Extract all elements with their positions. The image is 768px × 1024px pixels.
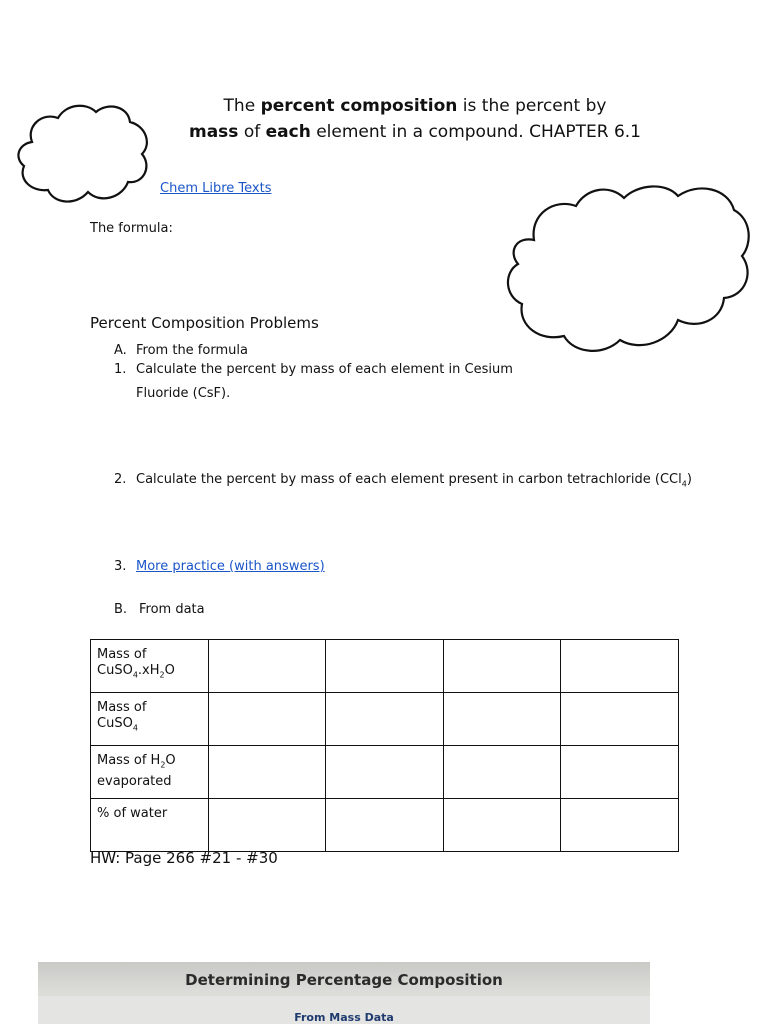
table-cell[interactable] — [561, 746, 679, 799]
cell-text: Mass of — [97, 647, 147, 662]
subscript: 4 — [132, 723, 138, 733]
title-bold: percent composition — [260, 96, 458, 116]
problem-2 — [114, 471, 734, 494]
section-b-text: From data — [139, 602, 205, 617]
table-cell[interactable] — [326, 746, 444, 799]
table-row — [91, 799, 679, 852]
table-cell[interactable] — [326, 640, 444, 693]
cell-text: % of water — [97, 806, 168, 821]
cell-text: Mass of H — [97, 753, 161, 768]
cell-text: O — [165, 753, 176, 768]
list-marker: A. — [114, 343, 127, 358]
problem-1-line1: Calculate the percent by mass of each element in Cesium — [136, 362, 513, 377]
list-marker: 3. — [114, 559, 127, 574]
cell-text: Mass of — [97, 700, 147, 715]
table-cell[interactable] — [443, 693, 561, 746]
table-cell[interactable] — [208, 640, 326, 693]
problem-2-main: Calculate the percent by mass of each element present in carbon tetrachloride (CCl — [136, 472, 682, 487]
problems-heading: Percent Composition Problems — [90, 314, 319, 332]
cell-text: O — [164, 663, 175, 678]
subscript: 2 — [159, 670, 165, 680]
list-marker: 1. — [114, 362, 127, 377]
table-row — [91, 746, 679, 799]
page-title — [150, 93, 680, 145]
cell-text: CuSO — [97, 663, 133, 678]
table-cell[interactable] — [561, 640, 679, 693]
table-cell[interactable] — [443, 640, 561, 693]
title-bold: each — [265, 122, 311, 142]
table-cell[interactable] — [443, 746, 561, 799]
section-a — [114, 342, 514, 360]
problem-2-text — [136, 472, 692, 487]
table-label-cell — [91, 640, 209, 693]
list-marker: B. — [114, 602, 128, 617]
problem-1-line2: Fluoride (CsF). — [136, 386, 231, 401]
table-cell[interactable] — [208, 746, 326, 799]
problem-3 — [114, 558, 514, 576]
more-practice-link[interactable]: More practice (with answers) — [136, 559, 325, 574]
formula-label: The formula: — [90, 221, 173, 236]
title-bold: mass — [188, 122, 239, 142]
title-text: element in a compound. CHAPTER 6.1 — [310, 122, 642, 142]
section-b — [114, 601, 414, 619]
table-row — [91, 693, 679, 746]
table-cell[interactable] — [208, 693, 326, 746]
list-marker: 2. — [114, 472, 127, 487]
table-label-cell — [91, 746, 209, 799]
table-label-cell — [91, 799, 209, 852]
title-text: of — [238, 122, 266, 142]
subscript: 4 — [681, 479, 687, 489]
table-cell[interactable] — [208, 799, 326, 852]
table-cell[interactable] — [561, 799, 679, 852]
subscript: 2 — [160, 760, 166, 770]
problem-2-close: ) — [686, 472, 692, 487]
cloud-shape-left — [14, 100, 154, 210]
cell-text: evaporated — [97, 773, 172, 789]
textbook-photo — [38, 962, 650, 1024]
data-table — [90, 639, 679, 852]
photo-subheading: From Mass Data — [294, 1011, 394, 1024]
cell-text: .xH — [137, 663, 160, 678]
table-cell[interactable] — [326, 693, 444, 746]
title-text: is the percent by — [457, 96, 607, 116]
cloud-shape-right — [502, 180, 754, 360]
chem-libre-texts-link[interactable]: Chem Libre Texts — [160, 181, 272, 196]
homework-text: HW: Page 266 #21 - #30 — [90, 849, 278, 867]
problem-1 — [114, 361, 534, 403]
photo-heading: Determining Percentage Composition — [185, 971, 503, 989]
cell-text: CuSO — [97, 716, 133, 731]
table-cell[interactable] — [326, 799, 444, 852]
table-cell[interactable] — [561, 693, 679, 746]
subscript: 4 — [132, 670, 138, 680]
title-text: The — [223, 96, 261, 116]
table-row — [91, 640, 679, 693]
table-cell[interactable] — [443, 799, 561, 852]
section-a-text: From the formula — [136, 343, 248, 358]
table-label-cell — [91, 693, 209, 746]
